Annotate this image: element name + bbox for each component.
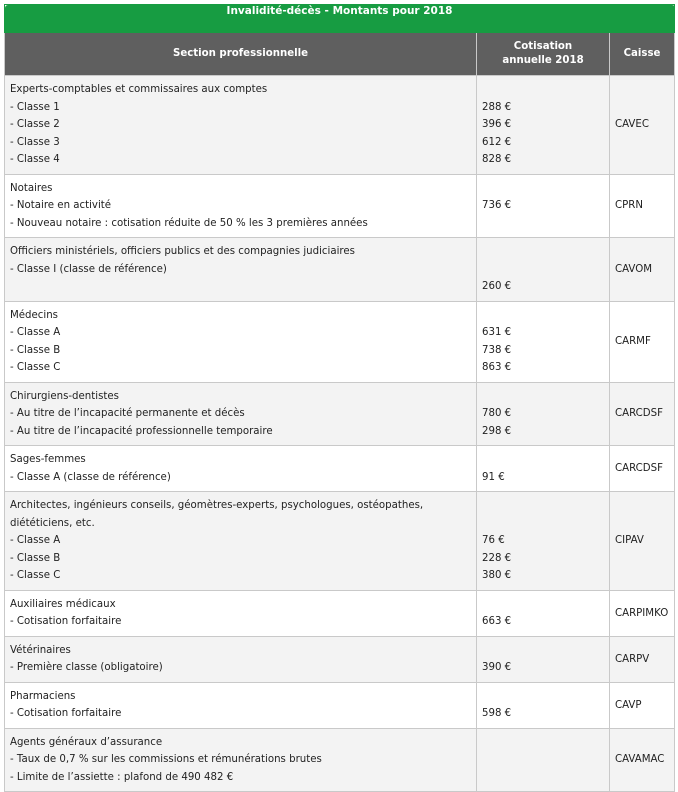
header-cotisation-line1: Cotisation — [513, 41, 573, 52]
caisse-cell: CAVP — [610, 682, 675, 728]
amount-cell — [477, 174, 610, 238]
section-name: Agents généraux d’assurance — [10, 736, 163, 748]
amount-value — [482, 497, 604, 515]
section-cell — [5, 446, 477, 492]
section-detail: - Classe 4 — [10, 154, 60, 165]
amount-value — [482, 388, 604, 406]
amount-cell — [477, 382, 610, 446]
section-detail: - Classe 2 — [10, 119, 60, 130]
table-row — [5, 76, 675, 175]
amount-value: 396 € — [482, 119, 512, 130]
caisse-cell: CAVAMAC — [610, 728, 675, 792]
section-detail: - Classe B — [10, 552, 61, 564]
amount-value — [482, 734, 604, 752]
caisse-cell: CPRN — [610, 174, 675, 238]
amount-cell — [477, 492, 610, 591]
section-detail: - Classe B — [10, 344, 61, 356]
section-detail: - Classe A — [10, 327, 61, 338]
amount-value — [482, 243, 604, 261]
amount-value — [482, 180, 604, 198]
amount-value: 76 € — [482, 535, 505, 546]
section-detail: - Au titre de l’incapacité professionnelle temporaire — [10, 425, 273, 437]
amount-value: 380 € — [482, 570, 512, 581]
amount-value: 828 € — [482, 154, 512, 165]
caisse-cell: CARCDSF — [610, 446, 675, 492]
amount-value: 598 € — [482, 708, 512, 719]
section-name: Officiers ministériels, officiers publics et des compagnies judiciaires — [10, 246, 355, 257]
caisse-cell: CARPV — [610, 636, 675, 682]
section-detail: - Classe C — [10, 570, 61, 581]
amount-cell — [477, 728, 610, 792]
caisse-cell: CARPIMKO — [610, 590, 675, 636]
table-row — [5, 590, 675, 636]
section-detail: - Au titre de l’incapacité permanente et décès — [10, 408, 245, 419]
section-cell — [5, 682, 477, 728]
section-name: Sages-femmes — [10, 454, 86, 465]
amount-value: 298 € — [482, 425, 512, 437]
table-title: Invalidité-décès - Montants pour 2018 — [5, 5, 675, 33]
section-name: Médecins — [10, 309, 58, 321]
amount-value: 780 € — [482, 408, 512, 419]
section-name: Chirurgiens-dentistes — [10, 390, 119, 402]
table-row — [5, 492, 675, 591]
header-cotisation — [477, 33, 610, 76]
header-caisse: Caisse — [610, 33, 675, 76]
table-row — [5, 446, 675, 492]
table-row — [5, 636, 675, 682]
table-row — [5, 174, 675, 238]
section-detail: - Classe I (classe de référence) — [10, 263, 167, 275]
amount-value — [482, 307, 604, 325]
table-row — [5, 382, 675, 446]
table-row — [5, 682, 675, 728]
section-detail: - Taux de 0,7 % sur les commissions et rémunérations brutes — [10, 754, 322, 765]
section-detail: - Classe C — [10, 362, 61, 373]
caisse-cell: CARCDSF — [610, 382, 675, 446]
amount-cell — [477, 446, 610, 492]
amount-value — [482, 81, 604, 99]
amount-cell — [477, 590, 610, 636]
section-detail: - Classe A (classe de référence) — [10, 471, 171, 483]
section-name: Architectes, ingénieurs conseils, géomètres-experts, psychologues, ostéopathes, diététiciens, etc. — [10, 500, 424, 529]
caisse-cell: CAVOM — [610, 238, 675, 302]
section-detail: - Limite de l’assiette : plafond de 490 482 € — [10, 771, 234, 783]
amount-value: 612 € — [482, 136, 512, 148]
caisse-cell: CARMF — [610, 301, 675, 382]
amount-value: 863 € — [482, 362, 512, 373]
amount-value — [482, 688, 604, 706]
amount-value — [482, 451, 604, 469]
table-container — [4, 4, 674, 792]
amount-value: 736 € — [482, 200, 512, 211]
table-row — [5, 728, 675, 792]
caisse-cell: CAVEC — [610, 76, 675, 175]
amount-value — [482, 596, 604, 614]
amount-value — [482, 261, 604, 279]
amount-value: 260 € — [482, 281, 512, 292]
amount-cell — [477, 636, 610, 682]
section-name: Pharmaciens — [10, 690, 76, 702]
table-body — [5, 76, 675, 792]
section-cell — [5, 382, 477, 446]
amount-value: 91 € — [482, 471, 505, 483]
section-name: Experts-comptables et commissaires aux comptes — [10, 84, 268, 95]
section-detail: - Classe 1 — [10, 101, 60, 113]
section-detail: - Notaire en activité — [10, 200, 112, 211]
section-cell — [5, 590, 477, 636]
amount-value: 288 € — [482, 101, 512, 113]
amount-value: 228 € — [482, 552, 512, 564]
header-section: Section professionnelle — [5, 33, 477, 76]
header-cotisation-line2: annuelle 2018 — [502, 55, 584, 66]
section-detail: - Cotisation forfaitaire — [10, 708, 122, 719]
section-name: Auxiliaires médicaux — [10, 598, 116, 610]
amount-value: 631 € — [482, 327, 512, 338]
table-row — [5, 238, 675, 302]
contributions-table — [4, 4, 675, 792]
section-detail: - Première classe (obligatoire) — [10, 662, 163, 673]
amount-value: 390 € — [482, 662, 512, 673]
section-cell — [5, 728, 477, 792]
section-detail: - Classe 3 — [10, 136, 60, 148]
section-detail: - Nouveau notaire : cotisation réduite de 50 % les 3 premières années — [10, 217, 368, 229]
section-name: Vétérinaires — [10, 644, 71, 656]
section-cell — [5, 238, 477, 302]
amount-cell — [477, 238, 610, 302]
section-cell — [5, 301, 477, 382]
section-cell — [5, 76, 477, 175]
section-name: Notaires — [10, 182, 53, 194]
table-row — [5, 301, 675, 382]
amount-value: 738 € — [482, 344, 512, 356]
section-cell — [5, 492, 477, 591]
caisse-cell: CIPAV — [610, 492, 675, 591]
section-cell — [5, 174, 477, 238]
amount-value — [482, 515, 604, 533]
amount-value: 663 € — [482, 616, 512, 627]
section-cell — [5, 636, 477, 682]
section-detail: - Classe A — [10, 535, 61, 546]
amount-cell — [477, 682, 610, 728]
amount-cell — [477, 76, 610, 175]
amount-cell — [477, 301, 610, 382]
section-detail: - Cotisation forfaitaire — [10, 616, 122, 627]
amount-value — [482, 642, 604, 660]
